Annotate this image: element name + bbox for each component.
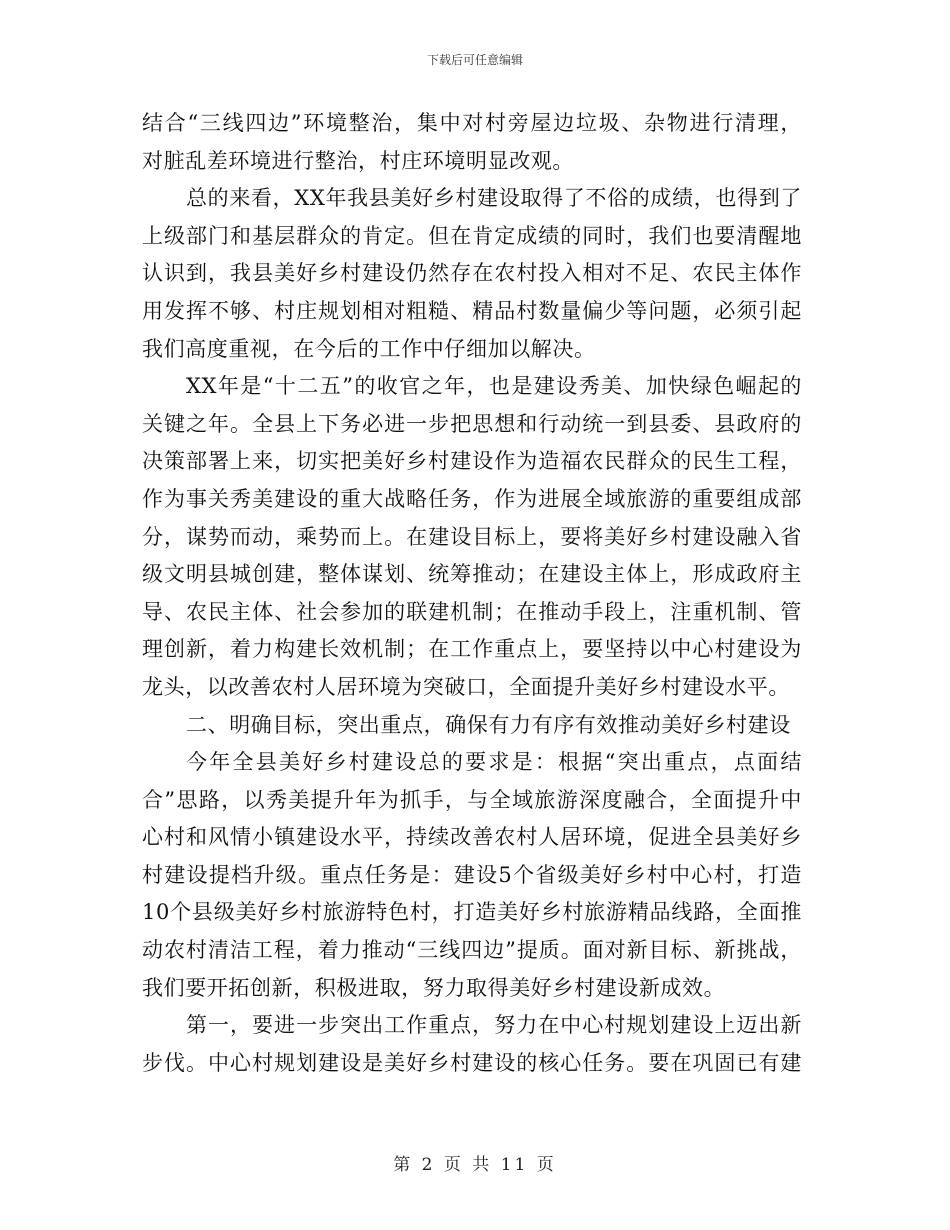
text-line: 级文明县城创建，整体谋划、统筹推动；在建设主体上，形成政府主 [142, 562, 802, 587]
text-line: 认识到，我县美好乡村建设仍然存在农村投入相对不足、农民主体作 [142, 261, 802, 286]
text-line: 10个县级美好乡村旅游特色村，打造美好乡村旅游精品线路，全面推 [142, 900, 802, 925]
text-line: 心村和风情小镇建设水平，持续改善农村人居环境，促进全县美好乡 [142, 825, 802, 850]
text-line: 我们高度重视，在今后的工作中仔细加以解决。 [142, 336, 596, 361]
text-line: 结合“三线四边”环境整治，集中对村旁屋边垃圾、杂物进行清理， [142, 111, 802, 135]
text-line: 村建设提档升级。重点任务是：建设5个省级美好乡村中心村，打造 [142, 862, 802, 887]
text-line: 今年全县美好乡村建设总的要求是：根据“突出重点，点面结 [186, 750, 802, 775]
text-line: XX年是“十二五”的收官之年，也是建设秀美、加快绿色崛起的 [186, 374, 802, 399]
text-line: 步伐。中心村规划建设是美好乡村建设的核心任务。要在巩固已有建 [142, 1050, 802, 1075]
text-line: 上级部门和基层群众的肯定。但在肯定成绩的同时，我们也要清醒地 [142, 223, 802, 248]
text-line: 龙头，以改善农村人居环境为突破口，全面提升美好乡村建设水平。 [142, 674, 790, 699]
text-line: 导、农民主体、社会参加的联建机制；在推动手段上，注重机制、管 [142, 599, 802, 624]
text-line: 第一，要进一步突出工作重点，努力在中心村规划建设上迈出新 [186, 1013, 802, 1038]
text-line: 作为事关秀美建设的重大战略任务，作为进展全域旅游的重要组成部 [142, 486, 802, 511]
text-line: 决策部署上来，切实把美好乡村建设作为造福农民群众的民生工程， [142, 449, 802, 474]
text-line: 关键之年。全县上下务必进一步把思想和行动统一到县委、县政府的 [142, 411, 802, 436]
text-line: 总的来看，XX年我县美好乡村建设取得了不俗的成绩，也得到了 [186, 186, 802, 211]
page-number-footer: 第 2 页 共 11 页 [393, 1155, 557, 1175]
section-heading: 二、明确目标，突出重点，确保有力有序有效推动美好乡村建设 [186, 712, 791, 737]
text-line: 合”思路，以秀美提升年为抓手，与全域旅游深度融合，全面提升中 [142, 787, 802, 812]
page-header-note: 下载后可任意编辑 [426, 53, 523, 67]
text-line: 用发挥不够、村庄规划相对粗糙、精品村数量偏少等问题，必须引起 [142, 298, 802, 323]
text-line: 理创新，着力构建长效机制；在工作重点上，要坚持以中心村建设为 [142, 637, 802, 662]
text-line: 动农村清洁工程，着力推动“三线四边”提质。面对新目标、新挑战， [142, 938, 802, 963]
text-line: 我们要开拓创新，积极进取，努力取得美好乡村建设新成效。 [142, 975, 726, 1000]
text-line: 对脏乱差环境进行整治，村庄环境明显改观。 [142, 148, 574, 173]
text-line: 分，谋势而动，乘势而上。在建设目标上，要将美好乡村建设融入省 [142, 524, 802, 549]
document-body [142, 105, 802, 1082]
